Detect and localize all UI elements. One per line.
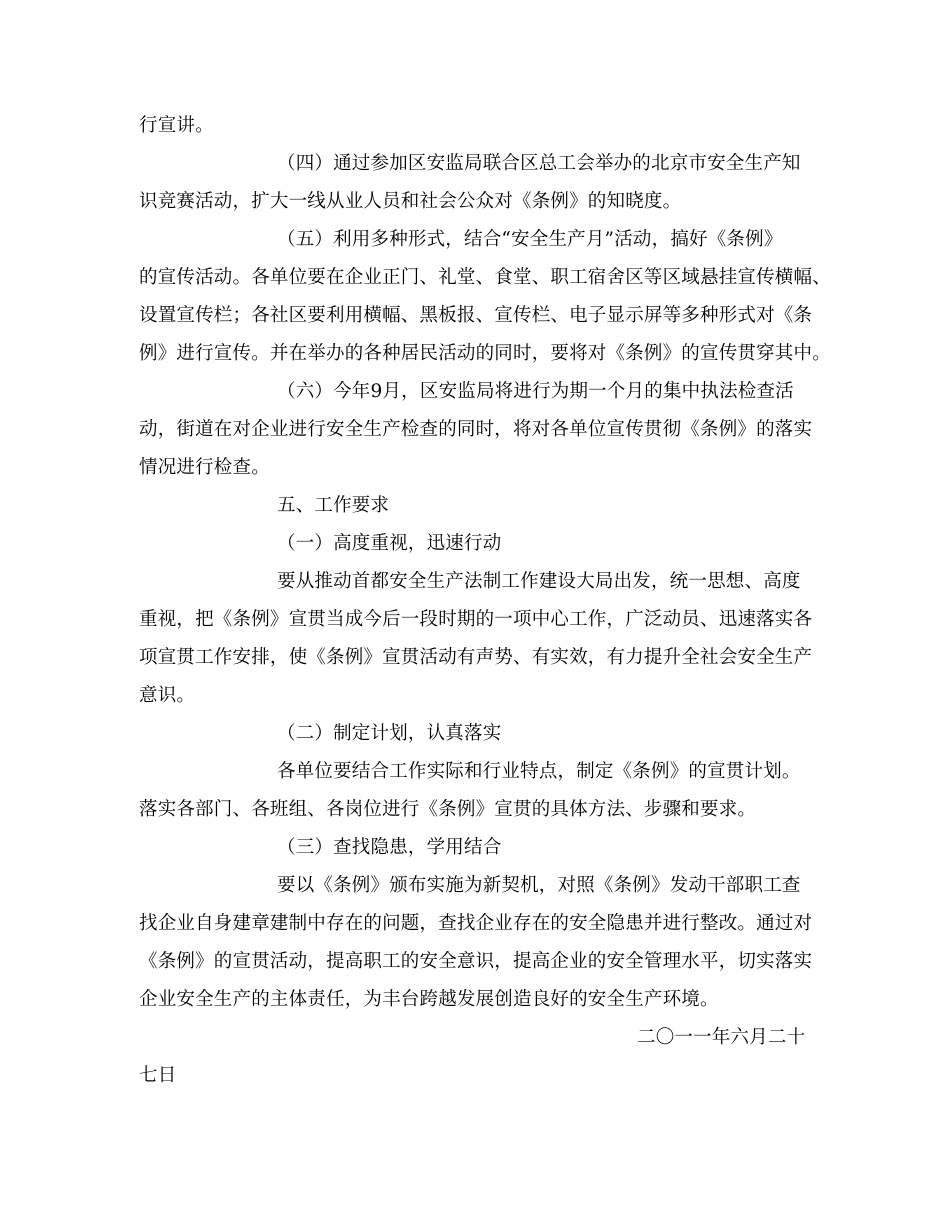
text-line: 情况进行检查。 [139, 457, 270, 478]
text-line: （四）通过参加区安监局联合区总工会举办的北京市安全生产知 [277, 153, 801, 174]
text-line: 例》进行宣传。并在举办的各种居民活动的同时，要将对《条例》的宣传贯穿其中。 [139, 343, 831, 364]
text-line: 行宣讲。 [139, 115, 214, 136]
text-line: 企业安全生产的主体责任，为丰台跨越发展创造良好的安全生产环境。 [139, 989, 719, 1010]
text-line: 要从推动首都安全生产法制工作建设大局出发，统一思想、高度 [277, 571, 801, 592]
text-line: 找企业自身建章建制中存在的问题，查找企业存在的安全隐患并进行整改。通过对 [139, 913, 813, 934]
date-line: 七日 [139, 1065, 177, 1086]
text-line: 项宣贯工作安排，使《条例》宣贯活动有声势、有实效，有力提升全社会安全生产 [139, 647, 813, 668]
text-line: （五）利用多种形式，结合“安全生产月”活动，搞好《条例》 [277, 229, 783, 250]
text-line: 落实各部门、各班组、各岗位进行《条例》宣贯的具体方法、步骤和要求。 [139, 799, 757, 820]
subsection-heading: （二）制定计划，认真落实 [277, 723, 502, 744]
subsection-heading: （三）查找隐患，学用结合 [277, 837, 502, 858]
text-line: 重视，把《条例》宣贯当成今后一段时期的一项中心工作，广泛动员、迅速落实各 [139, 609, 813, 630]
text-line: （六）今年9月，区安监局将进行为期一个月的集中执法检查活 [277, 381, 794, 402]
text-line: 《条例》的宣贯活动，提高职工的安全意识，提高企业的安全管理水平，切实落实 [139, 951, 813, 972]
date-line: 二〇一一年六月二十 [637, 1027, 806, 1048]
text-line: 要以《条例》颁布实施为新契机，对照《条例》发动干部职工查 [277, 875, 801, 896]
text-line: 识竞赛活动，扩大一线从业人员和社会公众对《条例》的知晓度。 [139, 191, 682, 212]
text-line: 动，街道在对企业进行安全生产检查的同时，将对各单位宣传贯彻《条例》的落实 [139, 419, 813, 440]
section-heading: 五、工作要求 [277, 495, 390, 516]
text-line: 设置宣传栏；各社区要利用横幅、黑板报、宣传栏、电子显示屏等多种形式对《条 [139, 305, 813, 326]
text-line: 的宣传活动。各单位要在企业正门、礼堂、食堂、职工宿舍区等区域悬挂宣传横幅、 [139, 267, 831, 288]
text-line: 各单位要结合工作实际和行业特点，制定《条例》的宣贯计划。 [277, 761, 801, 782]
text-line: 意识。 [139, 685, 196, 706]
subsection-heading: （一）高度重视，迅速行动 [277, 533, 502, 554]
